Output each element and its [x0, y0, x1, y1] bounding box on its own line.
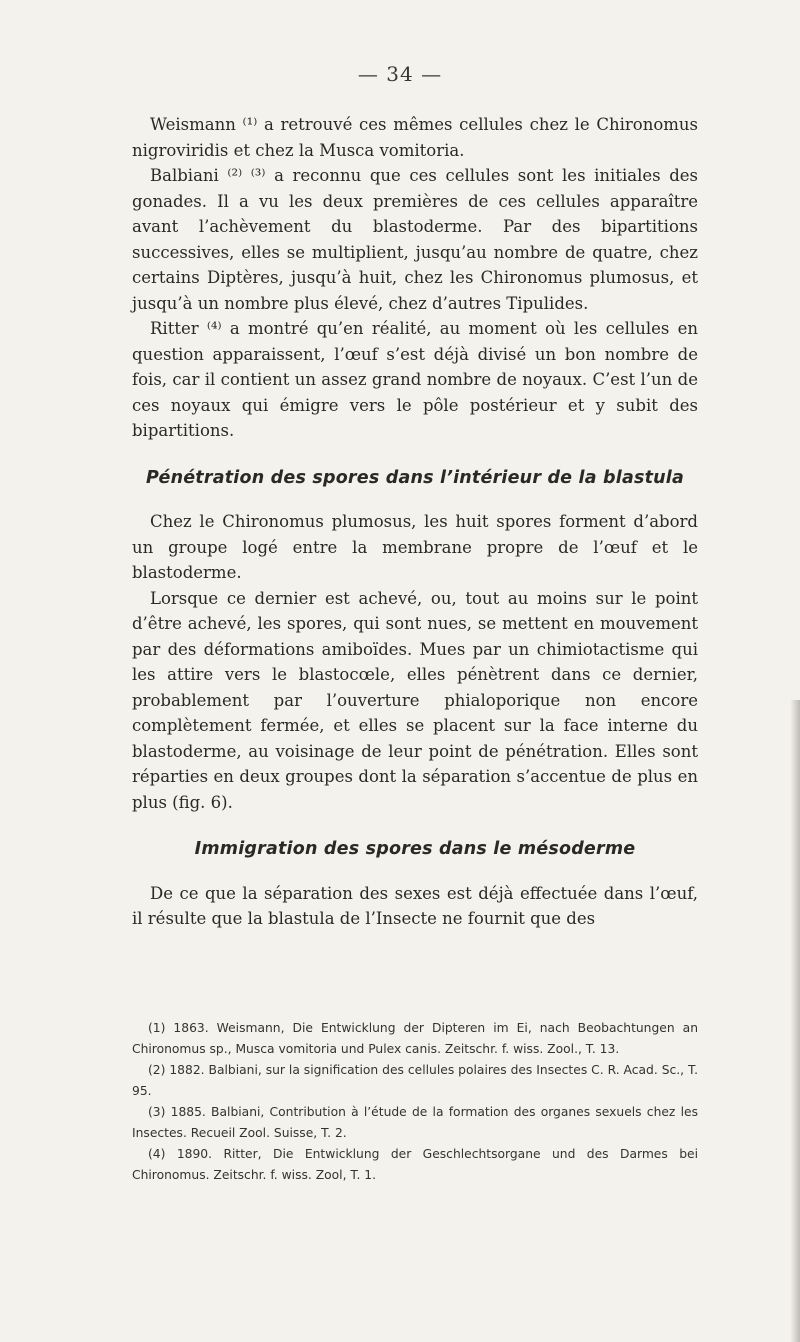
paragraph-ritter: Ritter ⁽⁴⁾ a montré qu’en réalité, au moment où les cellules en question apparaissent, l’œuf s’est déjà divisé un bon nombre de fois, car il contient un assez grand nombre de noyaux. C’est l’un de ces noyaux qui émigre vers le pôle postérieur et y subit des bipartitions.: [132, 319, 698, 440]
paragraph-balbiani: Balbiani ⁽²⁾ ⁽³⁾ a reconnu que ces cellules sont les initiales des gonades. Il a vu les deux premières de ces cellules apparaître avant l’achèvement du blastoderme. Par des bipartitions successives, elles se multiplient, jusqu’au nombre de quatre, chez certains Diptères, jusqu’à huit, chez les Chironomus plumosus, et jusqu’à un nombre plus élevé, chez d’autres Tipulides.: [132, 166, 698, 313]
paragraph-weismann: Weismann ⁽¹⁾ a retrouvé ces mêmes cellules chez le Chironomus nigroviridis et chez la Musca vomitoria.: [132, 115, 698, 160]
body-text: [132, 112, 698, 932]
page-edge-shadow: [790, 700, 800, 1342]
page-number: — 34 —: [357, 62, 443, 86]
footnote-1: (1) 1863. Weismann, Die Entwicklung der Dipteren im Ei, nach Beobachtungen an Chironomus sp., Musca vomitoria und Pulex canis. Zeitschr. f. wiss. Zool., T. 13.: [132, 1021, 698, 1056]
paragraph-lorsque: Lorsque ce dernier est achevé, ou, tout au moins sur le point d’être achevé, les spores, qui sont nues, se mettent en mouvement par des déformations amiboïdes. Mues par un chimiotactisme qui les attire vers le blastocœle, elles pénètrent dans ce dernier, probablement par l’ouverture phialoporique non encore complètement fermée, et elles se placent sur la face interne du blastoderme, au voisinage de leur point de pénétration. Elles sont réparties en deux groupes dont la séparation s’accentue de plus en plus (fig. 6).: [132, 588, 698, 812]
footnote-3: (3) 1885. Balbiani, Contribution à l’étude de la formation des organes sexuels chez les Insectes. Recueil Zool. Suisse, T. 2.: [132, 1105, 698, 1140]
footnote-2: (2) 1882. Balbiani, sur la signification des cellules polaires des Insectes C. R. Acad. Sc., T. 95.: [132, 1063, 698, 1098]
section-heading-penetration: Pénétration des spores dans l’intérieur de la blastula: [145, 467, 685, 488]
paragraph-separation-sexes: De ce que la séparation des sexes est déjà effectuée dans l’œuf, il résulte que la blastula de l’Insecte ne fournit que des: [132, 883, 698, 928]
footnotes: [132, 1018, 698, 1186]
section-heading-immigration: Immigration des spores dans le mésoderme: [194, 839, 636, 859]
paragraph-chironomus-spores: Chez le Chironomus plumosus, les huit spores forment d’abord un groupe logé entre la membrane propre de l’œuf et le blastoderme.: [132, 512, 698, 582]
footnote-4: (4) 1890. Ritter, Die Entwicklung der Geschlechtsorgane und des Darmes bei Chironomus. Zeitschr. f. wiss. Zool, T. 1.: [132, 1147, 698, 1182]
